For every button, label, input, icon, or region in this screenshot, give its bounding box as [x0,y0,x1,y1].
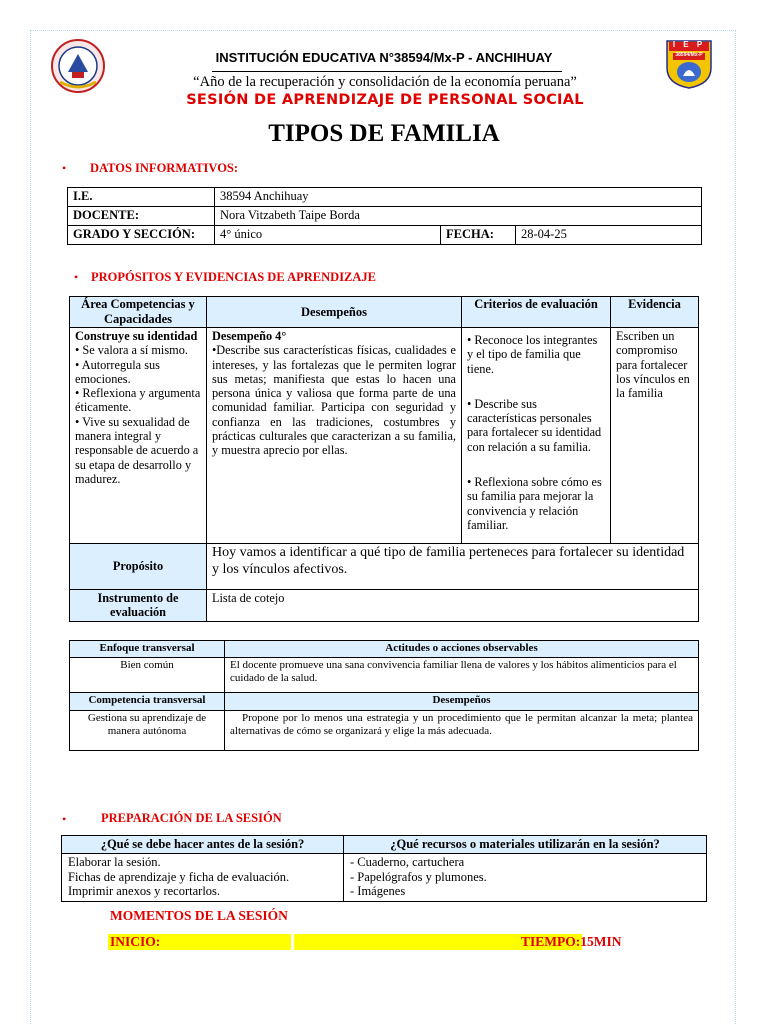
table-row [70,544,699,590]
session-type: SESIÓN DE APRENDIZAJE DE PERSONAL SOCIAL [186,92,584,108]
table-row [68,207,702,226]
col-evidencia: Evidencia [611,297,699,328]
actitudes-value: El docente promueve una sana convivencia familiar llena de valores y los hábitos alimenticios para el cuidado de la salud. [225,658,699,693]
table-header-row [62,836,707,854]
iep-logo-text: I E P [672,40,706,49]
antes-cell [62,854,344,902]
table-row [62,854,707,902]
col-antes: ¿Qué se debe hacer antes de la sesión? [62,836,344,854]
fecha-label: FECHA: [441,226,516,245]
desempenos-transversal-value: Propone por lo menos una estrategia y un procedimiento que le permitan alcanzar la meta; plantea alternativas de cómo se organizará y elige la más adecuada. [225,711,699,751]
datos-heading: DATOS INFORMATIVOS: [90,161,239,175]
col-criterios: Criterios de evaluación [462,297,611,328]
ie-label: I.E. [68,188,215,207]
antes-item: Imprimir anexos y recortarlos. [68,884,221,898]
col-actitudes: Actitudes o acciones observables [225,641,699,658]
instrumento-label: Instrumento de evaluación [70,590,207,622]
tiempo-label [521,934,622,950]
competencia-title: Construye su identidad [75,329,198,343]
desempeno-cell [207,328,462,544]
desempeno-text: •Describe sus características físicas, cualidades e intereses, y las fortalezas que le permiten lograr sus metas; manifiesta que estas lo hacen una persona única y valiosa que forma parte de una comunidad familiar. Participa con seguridad y confianza en las tradiciones, costumbres y prácticas culturales que caracterizan a su familia, y muestra aprecio por ellas. [212,343,456,458]
criterio-item: • Reconoce los integrantes y el tipo de familia que tiene. [467,333,598,376]
bullet-icon: • [62,161,67,175]
inicio-label: INICIO: [110,934,161,949]
fecha-value: 28-04-25 [516,226,702,245]
col-recursos: ¿Qué recursos o materiales utilizarán en la sesión? [344,836,707,854]
table-row [68,188,702,207]
col-competencia-transversal: Competencia transversal [70,693,225,711]
proposito-text: Hoy vamos a identificar a qué tipo de familia perteneces para fortalecer su identidad y los vínculos afectivos. [207,544,699,590]
ie-value: 38594 Anchihuay [215,188,702,207]
recurso-item: - Cuaderno, cartuchera [350,855,465,869]
competencia-item: • Reflexiona y argumenta éticamente. [75,386,201,415]
datos-table [67,187,702,245]
desempeno-title: Desempeño 4° [212,329,287,343]
evidencia-cell: Escriben un compromiso para fortalecer los vínculos en la familia [611,328,699,544]
momentos-heading: MOMENTOS DE LA SESIÓN [110,908,288,923]
institution-name: INSTITUCIÓN EDUCATIVA N°38594/Mx-P - ANCHIHUAY [215,50,553,65]
criterio-item: • Describe sus características personales para fortalecer su identidad con relación a su familia. [467,396,602,454]
docente-value: Nora Vitzabeth Taipe Borda [215,207,702,226]
antes-item: Elaborar la sesión. [68,855,161,869]
table-row [70,590,699,622]
recursos-cell [344,854,707,902]
col-enfoque: Enfoque transversal [70,641,225,658]
instrumento-value: Lista de cotejo [207,590,699,622]
preparacion-table [61,835,707,902]
criterio-item: • Reflexiona sobre cómo es su familia para mejorar la convivencia y relación familiar. [467,475,602,532]
page-title: TIPOS DE FAMILIA [268,120,500,147]
col-competencias: Área Competencias y Capacidades [70,297,207,328]
table-header-row [70,693,699,711]
competencia-transversal-value: Gestiona su aprendizaje de manera autónoma [70,711,225,751]
col-desempenos: Desempeños [207,297,462,328]
docente-label: DOCENTE: [68,207,215,226]
table-row [70,711,699,751]
grado-value: 4° único [215,226,441,245]
criterios-cell [462,328,611,544]
competencia-item: • Vive su sexualidad de manera integral y responsable de acuerdo a su etapa de desarrollo y madurez. [75,414,199,486]
propositos-table [69,296,699,622]
enfoque-table [69,640,699,751]
year-motto: “Año de la recuperación y consolidación de la economía peruana” [193,74,577,90]
antes-item: Fichas de aprendizaje y ficha de evaluación. [68,869,290,884]
table-row [70,328,699,544]
competencia-cell [70,328,207,544]
recurso-item: - Imágenes [350,884,406,898]
bullet-icon: • [62,812,67,826]
tiempo-value: 15MIN [580,934,622,949]
propositos-heading: PROPÓSITOS Y EVIDENCIAS DE APRENDIZAJE [91,270,377,284]
table-row [70,658,699,693]
grado-label: GRADO Y SECCIÓN: [68,226,215,245]
competencia-item: • Autorregula sus emociones. [75,357,160,386]
recurso-item: - Papelógrafos y plumones. [350,869,487,884]
school-emblem-logo [50,38,106,94]
col-desempenos-transversal: Desempeños [225,693,699,711]
institution-underline [212,71,562,72]
competencia-item: • Se valora a sí mismo. [75,343,188,358]
proposito-label: Propósito [70,544,207,590]
iep-logo-code: 38594/Mx-P [675,52,703,58]
table-header-row [70,297,699,328]
table-header-row [70,641,699,658]
bullet-icon: • [74,270,79,284]
enfoque-value: Bien común [70,658,225,693]
preparacion-heading: PREPARACIÓN DE LA SESIÓN [101,811,282,825]
table-row [68,226,702,245]
tiempo-label-text: TIEMPO: [521,934,581,949]
